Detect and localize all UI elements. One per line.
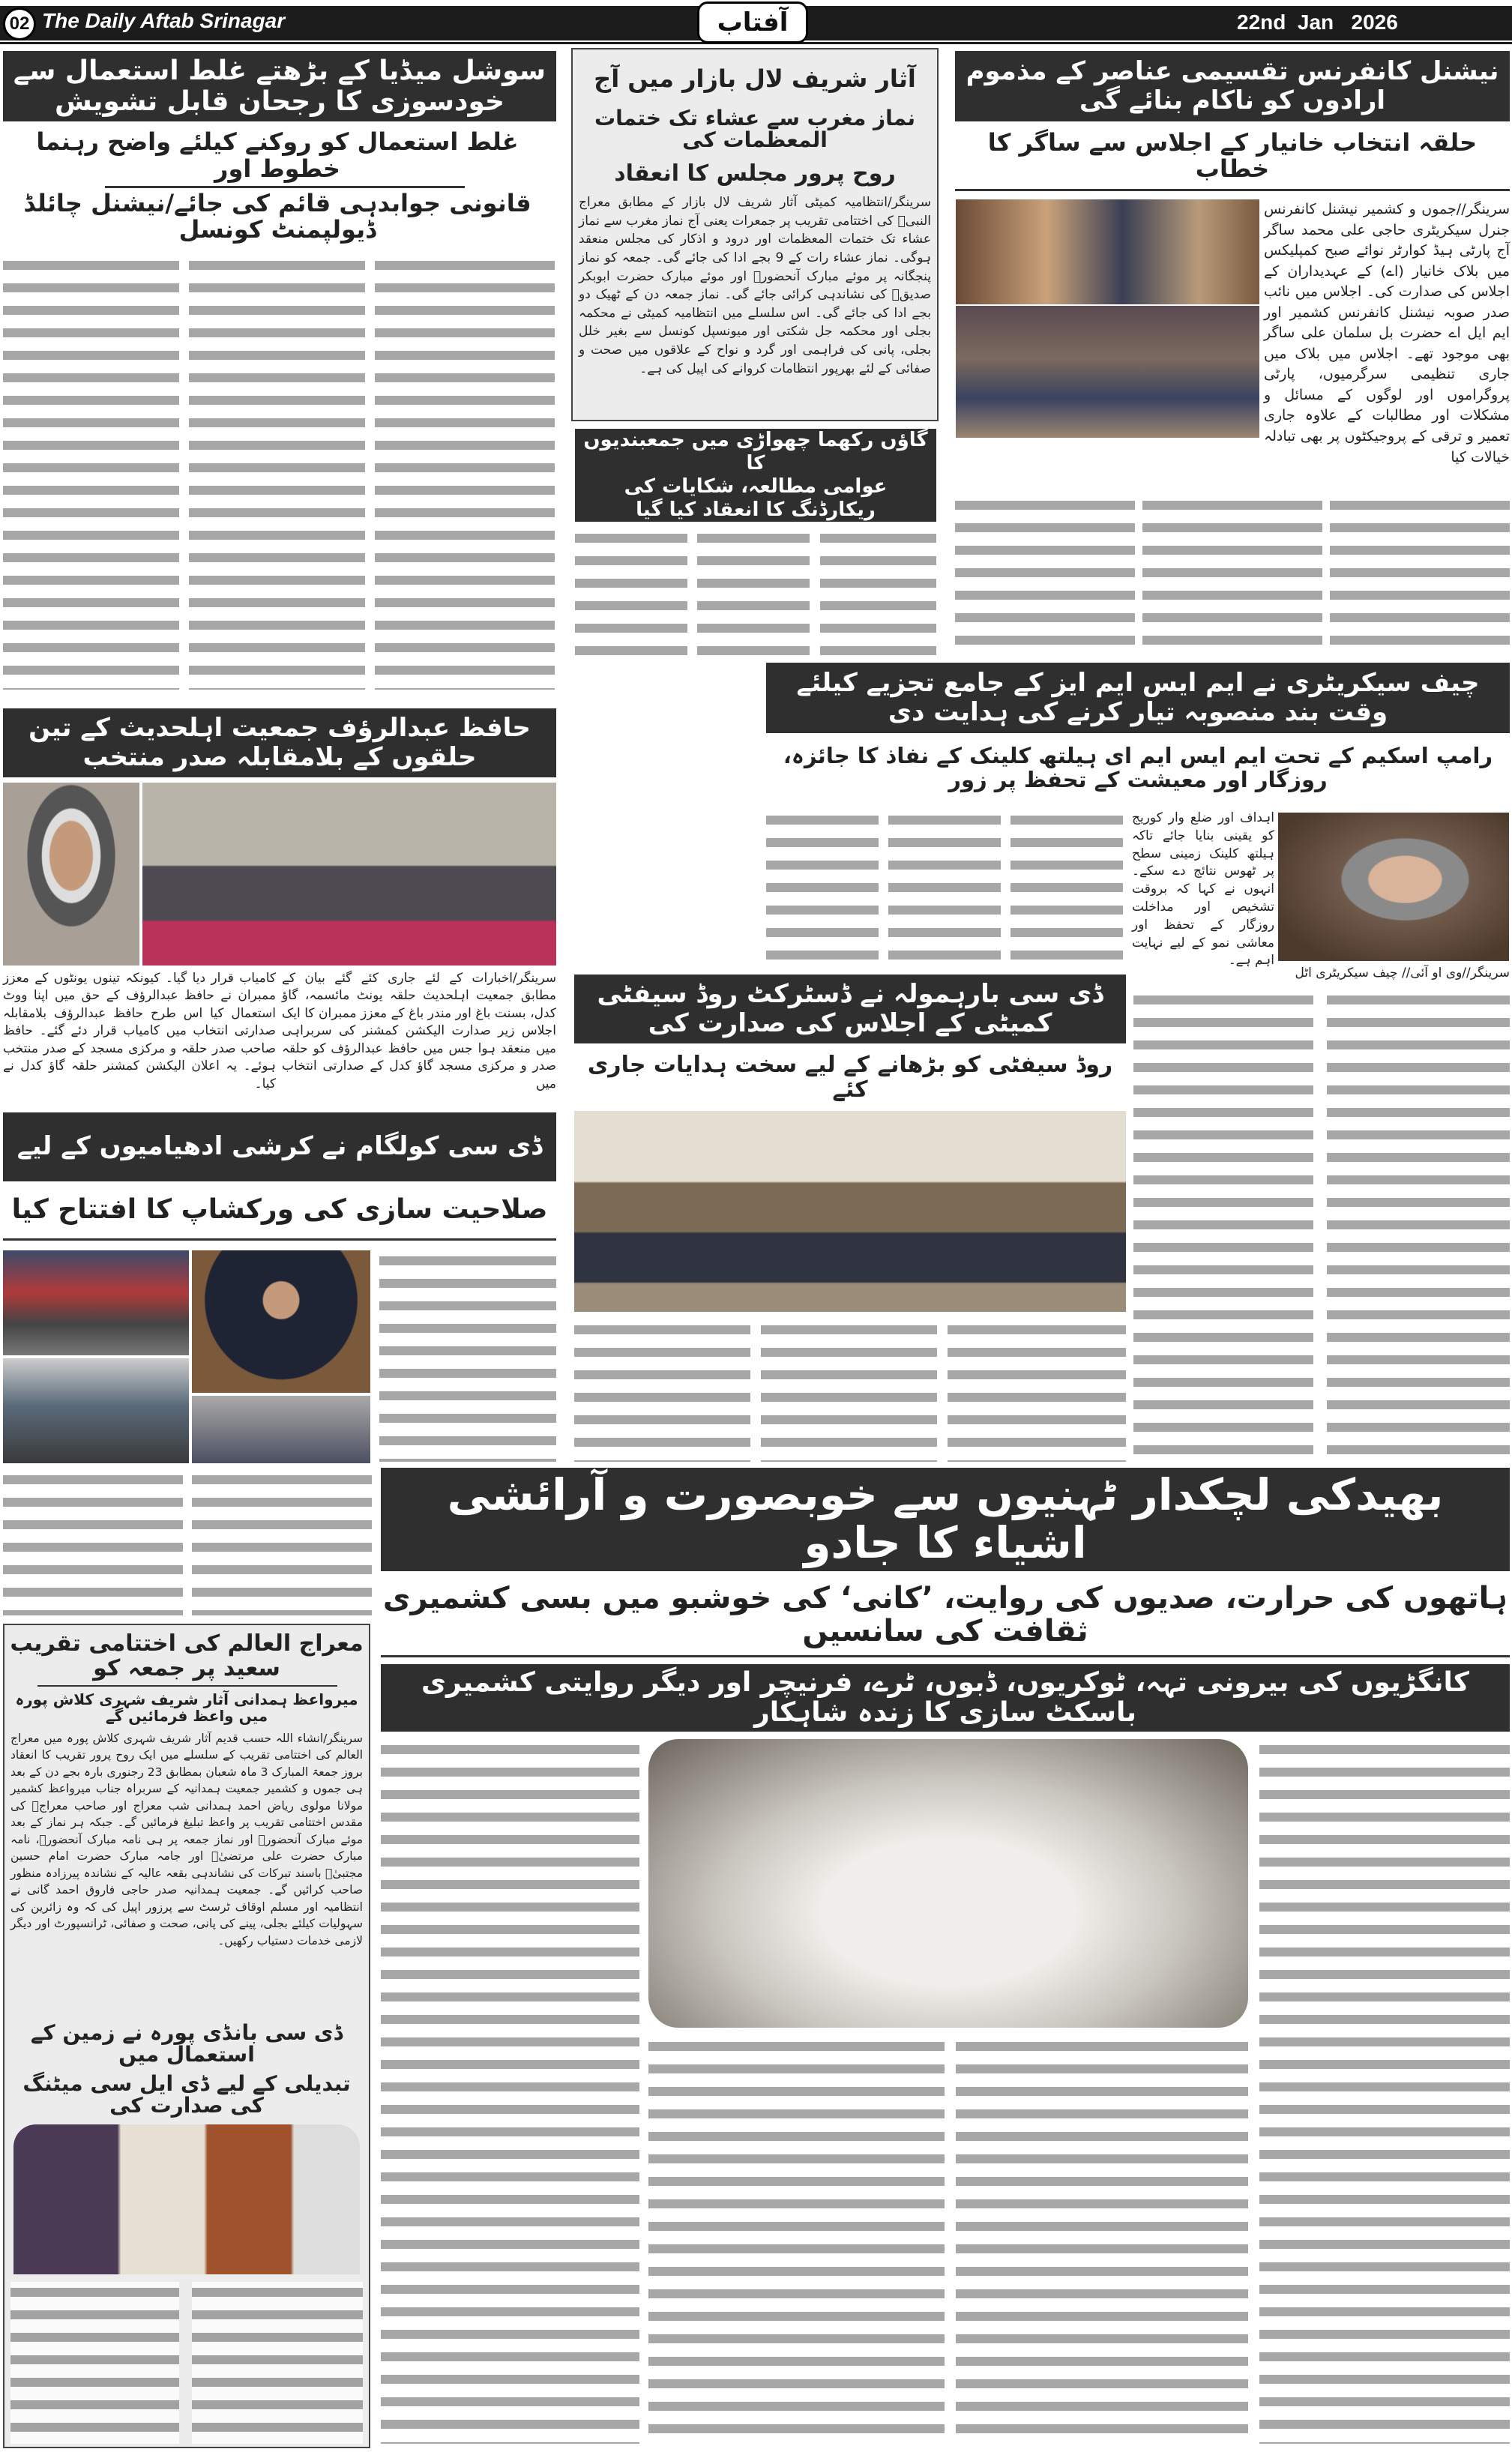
chief-secretary-body-col-5	[1327, 989, 1510, 1463]
hafiz-body-1: سرینگر/اخبارات کے لئے جاری کئے گئے بیان کے مطابق جمعیت اہلحدیث حلقہ یونٹ مائسمہ، گاؤ کدل، بسنت باغ اور مندر باغ کے معزز ممبران کا ایک اجلاس زیر صدارت الیکشن کمشنر کی سربراہی میں منعقد ہوا جس میں حافظ عبدالرؤف کو حلقہ صدر و مرکزی مسجد گاؤ کدل کے صدارتی انتخاب میں	[282, 971, 556, 1091]
divider	[3, 1238, 556, 1241]
chief-secretary-headline: چیف سیکریٹری نے ایم ایس ایم ایز کے جامع تجزیے کیلئے وقت بند منصوبہ تیار کرنے کی ہدایت دی	[766, 663, 1510, 733]
bandipora-body-col-1	[10, 2282, 179, 2444]
chief-secretary-body-col-3	[1010, 810, 1123, 967]
nc-headline: نیشنل کانفرنس تقسیمی عناصر کے مذموم ارادوں کو ناکام بنائے گی	[955, 51, 1510, 121]
kulgam-subhead: صلاحیت سازی کی ورکشاپ کا افتتاح کیا	[11, 1194, 548, 1226]
divider	[105, 186, 465, 188]
kulgam-speaker-photo	[192, 1250, 370, 1393]
nc-body: سرینگر//جموں و کشمیر نیشنل کانفرنس جنرل سیکریٹری حاجی علی محمد ساگر آج پارٹی ہیڈ کوارٹر نوائے صبح کمپلیکس میں بلاک خانیار (اے) کے عہدیداران کے اجلاس کی صدارت کی۔ اجلاس میں نائب صدر صوبہ نیشنل کانفرنس کشمیر اور ایم ایل اے حضرت بل سلمان علی ساگر بھی موجود تھے۔ اجلاس میں بلاک میں جاری تنظیمی سرگرمیوں، پارٹی پروگراموں اور لوگوں کے مسائل و مشکلات اور مطالبات کے علاوہ جاری تعمیر و ترقی کے پروجیکٹوں پر بھی تبادلہ خیالات کیا	[1264, 201, 1510, 466]
gaon-headline-line-1: گاؤں رکھما چھواڑی میں جمعبندیوں کا	[583, 428, 928, 475]
bhaderwah-headline-2: کانگڑیوں کی بیرونی تہہ، ٹوکریوں، ڈبوں، ٹرے، فرنیچر اور دیگر روایتی کشمیری باسکٹ سازی کا زندہ شاہکار	[381, 1664, 1510, 1732]
baramulla-subhead: روڈ سیفٹی کو بڑھانے کے لیے سخت ہدایات جاری کئے	[587, 1052, 1113, 1103]
bandipora-body-col-2	[192, 2282, 363, 2444]
gaon-body-col-1	[575, 528, 687, 658]
page-number: 02	[9, 13, 30, 34]
page-number-badge	[3, 7, 36, 40]
issue-date: 22nd Jan 2026	[1237, 10, 1398, 34]
social-media-body-col-3	[375, 255, 555, 690]
hafiz-headline: حافظ عبدالرؤف جمعیت اہلحدیث کے تین حلقوں کے بلامقابلہ صدر منتخب	[3, 708, 556, 777]
bandipora-meeting-photo	[13, 2124, 360, 2274]
athar-headline-1: آثار شریف لال بازار میں آج	[594, 64, 916, 94]
gaon-headline-line-2: عوامی مطالعہ، شکایات کی ریکارڈنگ کا انعقاد کیا گیا	[624, 475, 888, 522]
chief-secretary-body: اہداف اور ضلع وار کوریج کو یقینی بنایا جائے تاکہ ہیلتھ کلینک زمینی سطح پر ٹھوس نتائج دے سکے۔ انہوں نے کہا کہ بروقت تشخیص اور مداخلت روزگار کے تحفظ اور معاشی نمو کے لیے نہایت اہم ہے۔	[1132, 810, 1274, 969]
kulgam-body-col-2	[3, 1469, 183, 1615]
gaon-body-col-3	[820, 528, 936, 658]
social-media-subhead-2: قانونی جوابدہی قائم کی جائے/نیشنل چائلڈ ڈیولپمنٹ کونسل	[23, 188, 531, 244]
bandipora-headline-2: تبدیلی کے لیے ڈی ایل سی میٹنگ کی صدارت کی	[22, 2070, 351, 2118]
bhaderwah-body-col-2	[381, 1739, 639, 2444]
meraj-body: سرینگر/انشاء اللہ حسب قدیم آثار شریف شہری کلاش پورہ میں معراج العالم کی اختتامی تقریب کے سلسلے میں ایک روح پرور تقریب کا انعقاد بروز جمعۃ المبارک 3 ماہ شعبان بمطابق 23 رجنوری بارہ بجے دن کے بعد ہی جموں و کشمیر جمعیت ہمدانیہ کے سربراہ جناب میرواعظ کشمیر مولانا مولوی ریاض احمد ہمدانی شب معراج اور صاحب معراجؐ کی مقدس اختتامی تقریب پر واعظ تبلیغ فرمائیں گے۔ جبکہ ہر نماز کے بعد موئے مبارک آنحضورؐ اور نماز جمعہ پر ہی نامہ مبارک آنحضورؐ، نامہ مبارک حضرت علی مرتضیٰؓ اور جامہ مبارک حضرت امام حسین مجتبیٰؓ باسند تبرکات کی نشاندہی بقعہ عالیہ کے نشاندہ پیرزادہ منظور صاحب کرائیں گے۔ جمعیت ہمدانیہ صدر حاجی فاروق احمد گانی نے انتظامیہ اور مسلم اوقاف ٹرسٹ سے پرزور اپیل کی کہ وہ زائرین کی سہولیات کیلئے بجلی، پینے کی پانی، صحت و صفائی، ٹرانسپورٹ اور دیگر لازمی خدمات دستیاب رکھیں۔	[10, 1732, 364, 1948]
meraj-headline: معراج العالم کی اختتامی تقریب سعید پر جمعہ کو	[10, 1630, 364, 1681]
kulgam-workshop-photo-1	[3, 1250, 189, 1355]
hafiz-group-photo	[142, 783, 556, 966]
kulgam-workshop-photo-2	[3, 1358, 189, 1463]
athar-body: سرینگر/انتظامیہ کمیٹی آثار شریف لال بازار کے مطابق معراج النبیؐ کی اختتامی تقریب پر جمعرات یعنی آج نماز مغرب سے نماز عشاء تک ختمات المعظمات اور درود و اذکار کی مجلس منعقد ہوگی۔ نماز عشاء رات کے 9 بجے ادا کی جائے گی۔ جمعہ کو نماز پنجگانہ پر موئے مبارک آنحضورؐ اور موئے مبارک حضرت ابوبکر صدیقؓ کی نشاندہی کرائی جائے گی۔ نماز جمعہ دن کے ٹھیک دو بجے ادا کی جائے گی۔ اس سلسلے میں انتظامیہ کمیٹی نے محکمہ بجلی اور محکمہ جل شکتی اور میونسپل کونسل سے بغیر خلل بجلی، پانی کی فراہمی اور گرد و نواح کے علاقوں میں صحت و صفائی کے لئے بھرپور انتظامات کروانے کی اپیل کی ہے۔	[579, 195, 931, 376]
paper-name: The Daily Aftab Srinagar	[42, 9, 286, 32]
nc-subhead: حلقہ انتخاب خانیار کے اجلاس سے ساگر کا خطاب	[987, 127, 1478, 183]
baramulla-body-col-3	[948, 1319, 1126, 1462]
kulgam-body-col-1	[379, 1250, 556, 1462]
bhaderwah-body-col-3	[956, 2036, 1248, 2444]
divider	[37, 1685, 337, 1687]
bhaderwah-body-col-1	[1259, 1739, 1510, 2444]
nc-body-col-2	[955, 495, 1135, 657]
kulgam-body-col-3	[192, 1469, 372, 1615]
nc-meeting-photo-bottom	[956, 306, 1259, 438]
meraj-subhead: میرواعظ ہمدانی آثار شریف شہری کلاش پورہ میں واعظ فرمائیں گے	[15, 1690, 358, 1725]
chief-secretary-body-col-2	[888, 810, 1001, 967]
chief-secretary-body-col-4	[1133, 989, 1313, 1463]
social-media-body-col-2	[189, 255, 365, 690]
nc-body-col-3	[1142, 495, 1322, 657]
social-media-body-col-1	[3, 255, 179, 690]
divider	[955, 189, 1510, 191]
social-media-headline: سوشل میڈیا کے بڑھتے غلط استعمال سے خودسوزی کا رجحان قابل تشویش	[3, 51, 556, 121]
bhaderwah-subhead: ہاتھوں کی حرارت، صدیوں کی روایت، ’کانی‘ کی خوشبو میں بسی کشمیری ثقافت کی سانسیں	[382, 1581, 1508, 1648]
nc-meeting-photo-top	[956, 199, 1259, 304]
hafiz-body-2: کامیاب قرار دیا گیا۔ کیونکہ تینوں یونٹوں کے معزز ممبران نے حافظ عبدالرؤف کے حق میں اپنا ووٹ استعمال کیا اس طرح حافظ عبدالرؤف بلامقابلہ صدارتی انتخاب میں کامیاب قرار دئے گئے۔ حافظ صاحب صدر حلقہ و مرکزی مسجد کے صدر منتخب ہوئے۔ یہ اعلان الیکشن کمشنر حلقہ گاؤ کدل نے کیا۔	[3, 971, 276, 1091]
chief-secretary-caption: سرینگر//وی او آئی// چیف سیکریٹری اٹل	[1295, 966, 1510, 981]
logo-text: آفتاب	[717, 7, 789, 37]
willow-branches-photo	[648, 1739, 1248, 2028]
gaon-body-col-2	[697, 528, 810, 658]
hafiz-portrait	[3, 783, 139, 966]
baramulla-meeting-photo	[574, 1111, 1126, 1312]
bhaderwah-headline: بھیدکی لچکدار ٹہنیوں سے خوبصورت و آرائشی اشیاء کا جادو	[381, 1468, 1510, 1571]
chief-secretary-body-col-1	[766, 810, 879, 967]
divider	[381, 1655, 1510, 1657]
bhaderwah-body-col-4	[648, 2036, 945, 2444]
chief-secretary-subhead: رامپ اسکیم کے تحت ایم ایس ایم ای ہیلتھ کلینک کے نفاذ کا جائزہ، روزگار اور معیشت کے تحفظ پر زور	[783, 743, 1493, 792]
athar-headline-2: نماز مغرب سے عشاء تک ختمات المعظمات کی	[594, 105, 915, 152]
masthead-logo	[697, 1, 808, 43]
chief-secretary-portrait	[1278, 813, 1509, 961]
gaon-headline	[575, 429, 936, 522]
kulgam-workshop-photo-3	[192, 1396, 370, 1463]
athar-headline-3: روح پرور مجلس کا انعقاد	[614, 160, 896, 187]
baramulla-headline: ڈی سی بارہمولہ نے ڈسٹرکٹ روڈ سیفٹی کمیٹی کے اجلاس کی صدارت کی	[574, 975, 1126, 1043]
social-media-subhead-1: غلط استعمال کو روکنے کیلئے واضح رہنما خطوط اور	[36, 127, 519, 183]
kulgam-headline: ڈی سی کولگام نے کرشی ادھیامیوں کے لیے	[3, 1112, 556, 1181]
baramulla-body-col-2	[761, 1319, 937, 1462]
baramulla-body-col-1	[574, 1319, 750, 1462]
bandipora-headline-1: ڈی سی بانڈی پورہ نے زمین کے استعمال میں	[30, 2019, 343, 2067]
nc-body-col-4	[1330, 495, 1510, 657]
